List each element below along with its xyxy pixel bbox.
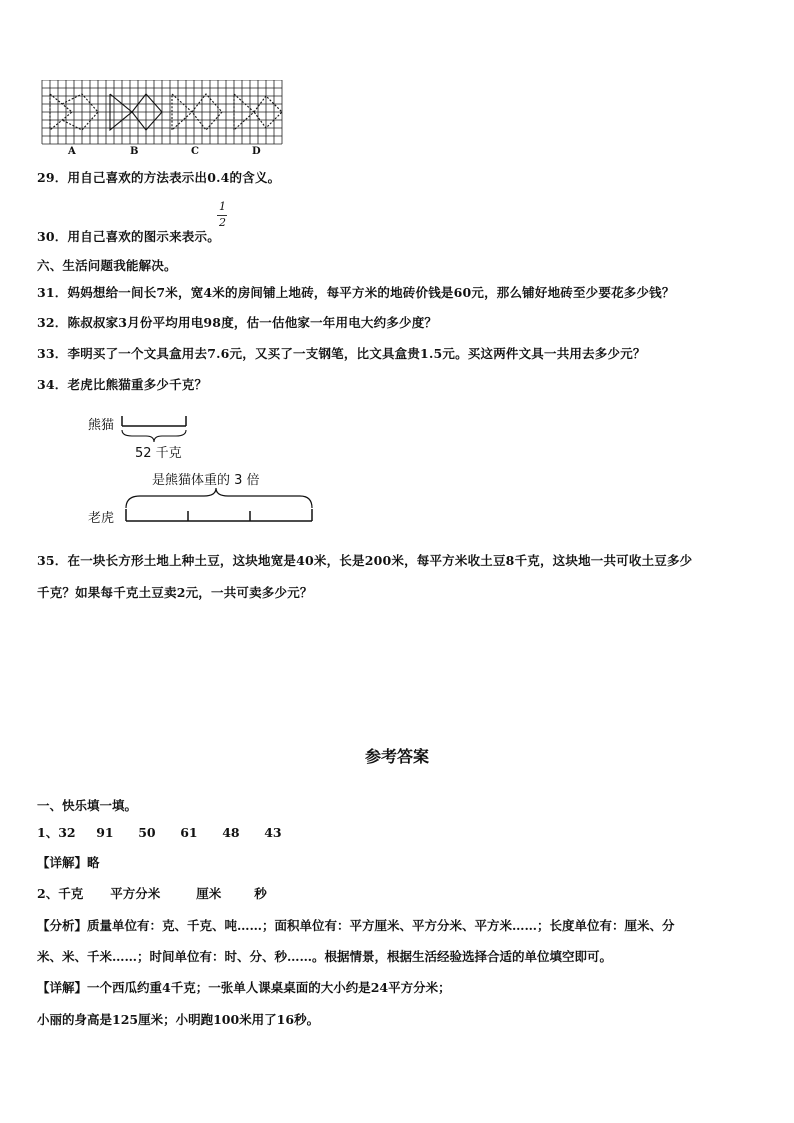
grid-label-b: B	[130, 146, 139, 157]
question-35-line-2: 千克？如果每千克土豆卖2元，一共可卖多少元？	[37, 585, 313, 600]
question-32: 32．陈叔叔家3月份平均用电98度，估一估他家一年用电大约多少度？	[37, 315, 438, 330]
fish-grid-figure	[40, 80, 284, 146]
answer-1-value: 91	[96, 825, 114, 840]
answer-2-value: 千克	[58, 886, 84, 901]
answers-title: 参考答案	[364, 747, 429, 766]
answer-1	[37, 823, 282, 841]
question-35-line-1: 35．在一块长方形土地上种土豆，这块地宽是40米，长是200米，每平方米收土豆8千克，这块地一共可收土豆多少	[37, 553, 693, 568]
answer-2-detail-line-2: 小丽的身高是125厘米；小明跑100米用了16秒。	[37, 1012, 320, 1027]
panda-label: 熊猫	[88, 418, 115, 433]
answer-2	[37, 884, 267, 902]
answer-2-value: 厘米	[196, 886, 222, 901]
tiger-label: 老虎	[88, 511, 115, 526]
answer-2-value: 秒	[254, 886, 267, 901]
question-30	[37, 227, 220, 245]
question-33: 33．李明买了一个文具盒用去7.6元，又买了一支钢笔，比文具盒贵1.5元。买这两件文具一共用去多少元？	[37, 346, 646, 361]
answer-1-value: 48	[222, 825, 240, 840]
answer-1-value: 32	[58, 825, 76, 840]
panda-tiger-segment-diagram	[118, 404, 318, 526]
tiger-multiple-note: 是熊猫体重的 3 倍	[152, 473, 260, 488]
question-29: 29．用自己喜欢的方法表示出0.4的含义。	[37, 170, 281, 185]
question-30-end: 。	[207, 229, 220, 244]
grid-label-a: A	[68, 146, 76, 157]
answer-1-detail: 【详解】略	[37, 855, 100, 870]
answer-1-prefix: 1、	[37, 825, 59, 840]
answer-2-value: 平方分米	[110, 886, 161, 901]
grid-label-c: C	[191, 146, 199, 157]
answer-1-value: 61	[180, 825, 198, 840]
answer-2-detail-line-1: 【详解】一个西瓜约重4千克；一张单人课桌桌面的大小约是24平方分米；	[37, 980, 451, 995]
panda-weight-label: 52 千克	[135, 446, 182, 461]
question-30-text: 30．用自己喜欢的图示来表示	[37, 229, 208, 244]
question-34: 34．老虎比熊猫重多少千克？	[37, 377, 208, 392]
answer-1-value: 43	[264, 825, 282, 840]
answer-2-analysis-line-2: 米、米、千米……；时间单位有：时、分、秒……。根据情景，根据生活经验选择合适的单位填空即可。	[37, 949, 613, 964]
answer-2-prefix: 2、	[37, 886, 59, 901]
question-31: 31．妈妈想给一间长7米，宽4米的房间铺上地砖，每平方米的地砖价钱是60元，那么铺好地砖至少要花多少钱？	[37, 285, 675, 300]
answer-2-analysis-line-1: 【分析】质量单位有：克、千克、吨……；面积单位有：平方厘米、平方分米、平方米……；长度单位有：厘米、分	[37, 918, 675, 933]
answer-1-value: 50	[138, 825, 156, 840]
answers-section-1: 一、快乐填一填。	[37, 798, 138, 813]
section-6-heading: 六、生活问题我能解决。	[37, 258, 177, 273]
fraction-denominator: 2	[219, 216, 226, 229]
grid-label-d: D	[252, 146, 261, 157]
fraction-numerator: 1	[219, 200, 226, 213]
